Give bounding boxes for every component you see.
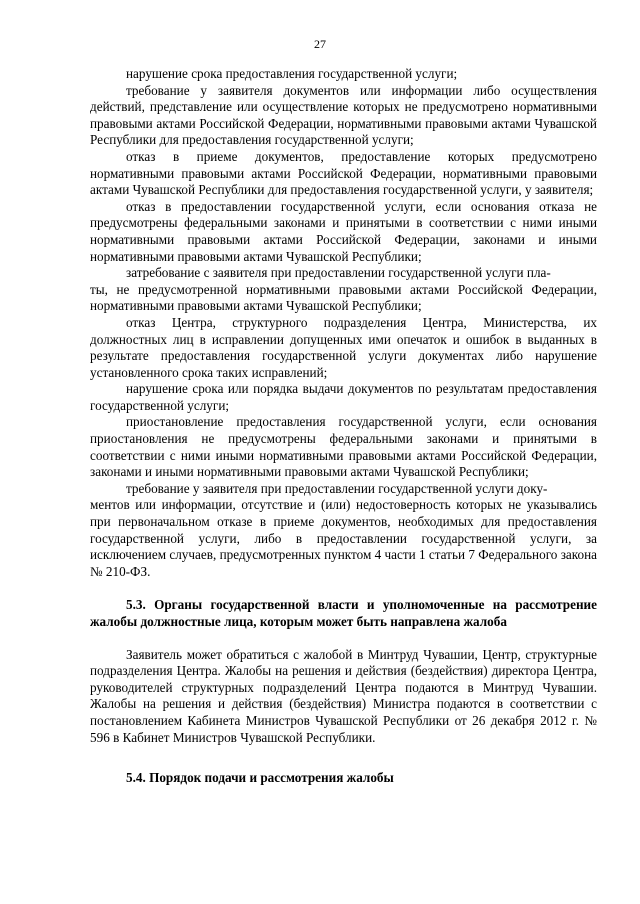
list-item: нарушение срока предоставления государственной услуги; xyxy=(126,66,458,81)
list-item: отказ в предоставлении государственной услуги, если основания отказа не предусмотрены федеральными законами и принятыми в соответствии с ними иными нормативными правовыми актами Российской Федерации, законами и иными нормативными правовыми актами Чувашской Республики; xyxy=(90,198,597,264)
list-item: отказ в приеме документов, предоставление которых предусмотрено нормативными правовыми актами Российской Федерации, нормативными правовыми актами Чувашской Республики для предоставления государственной услуги, у заявителя; xyxy=(90,148,597,198)
section-5-3-paragraph: Заявитель может обратиться с жалобой в Минтруд Чувашии, Центр, структурные подразделения Центра. Жалобы на решения и действия (бездействия) директора Центра, руководителей структурных подразделений Центра подаются в Минтруд Чувашии. Жалобы на решения и действия (бездействия) Министра подаются в соответствии с постановлением Кабинета Министров Чувашской Республики от 26 декабря 2012 г. № 596 в Кабинет Министров Чувашской Республики. xyxy=(90,646,597,745)
list-item: приостановление предоставления государственной услуги, если основания приостановления не предусмотрены федеральными законами и принятыми в соответствии с ними иными нормативными правовыми актами Российской Федерации, законами и иными нормативными правовыми актами Чувашской Республики; xyxy=(90,414,597,480)
section-5-4-heading: 5.4. Порядок подачи и рассмотрения жалобы xyxy=(126,770,394,786)
document-body xyxy=(90,66,597,787)
list-item: требование у заявителя при предоставлении государственной услуги доку- ментов или информации, отсутствие и (или) недостоверность которых не указывались при первоначальном отказе в приеме документов, необходимых для предоставления государственной услуги, либо в предоставлении государственной услуги, за исключением случаев, предусмотренных пунктом 4 части 1 статьи 7 Федерального закона № 210-ФЗ. xyxy=(90,480,597,579)
list-item: затребование с заявителя при предоставлении государственной услуги пла- ты, не предусмотренной нормативными правовыми актами Российской Федерации, нормативными правовыми актами Чувашской Республики; xyxy=(90,265,597,314)
list-item: нарушение срока или порядка выдачи документов по результатам предоставления государственной услуги; xyxy=(90,381,597,413)
list-item: требование у заявителя документов или информации либо осуществления действий, представление или осуществление которых не предусмотрено нормативными правовыми актами Российской Федерации, нормативными правовыми актами Чувашской Республики для предоставления государственной услуги; xyxy=(90,82,597,148)
page-number: 27 xyxy=(314,37,326,51)
list-item: отказ Центра, структурного подразделения Центра, Министерства, их должностных лиц в исправлении допущенных ими опечаток и ошибок в выданных в результате предоставления государственной услуги документах либо нарушение установленного срока таких исправлений; xyxy=(90,314,597,380)
section-5-3-heading: 5.3. Органы государственной власти и уполномоченные на рассмотрение жалобы должностные лица, которым может быть направлена жалоба xyxy=(90,597,597,629)
